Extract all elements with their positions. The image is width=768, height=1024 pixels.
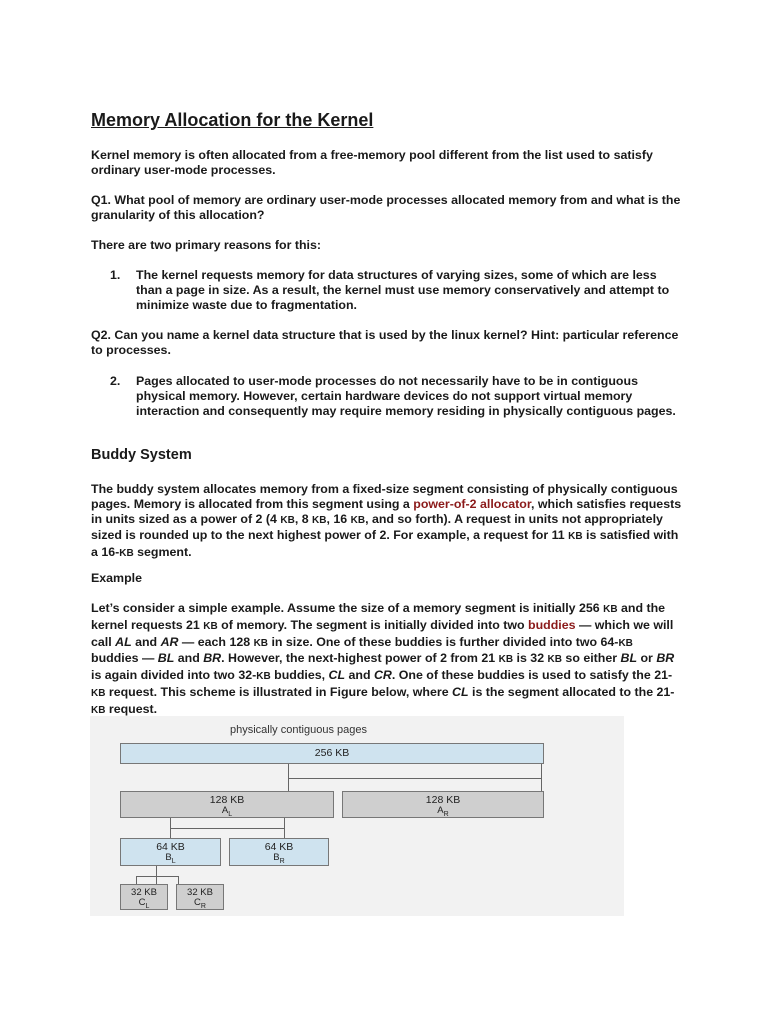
reason-number: 2. xyxy=(110,374,121,388)
connector-line xyxy=(288,764,289,778)
connector-line xyxy=(136,876,178,877)
power-of-2-allocator-link[interactable]: power-of-2 allocator xyxy=(413,496,531,511)
question-2: Q2. Can you name a kernel data structure that is used by the linux kernel? Hint: particular reference to processes. xyxy=(91,328,679,357)
connector-line xyxy=(156,866,157,884)
segment-ar: 128 KB $A_R$ xyxy=(342,791,544,818)
reason-text: Pages allocated to user-mode processes do not necessarily have to be in contiguous physical memory. However, certain hardware devices do not support virtual memory interaction and consequently may require memory residing in physically contiguous pages. xyxy=(136,374,676,418)
buddies-link[interactable]: buddies xyxy=(528,617,576,632)
reason-number: 1. xyxy=(110,268,121,282)
connector-line xyxy=(288,778,289,791)
connector-line xyxy=(170,828,285,829)
connector-line xyxy=(178,876,179,884)
intro-paragraph: Kernel memory is often allocated from a free-memory pool different from the list used to satisfy ordinary user-mode processes. xyxy=(91,148,653,177)
connector-line xyxy=(136,876,137,884)
connector-line xyxy=(288,778,542,779)
segment-256kb: 256 KB xyxy=(120,743,544,764)
reason-item-1 xyxy=(110,268,683,314)
segment-cl: 32 KB $C_L$ xyxy=(120,884,168,910)
segment-bl: 64 KB $B_L$ xyxy=(120,838,221,866)
buddy-paragraph: The buddy system allocates memory from a fixed-size segment consisting of physically contiguous pages. Memory is allocated from this segment using a power-of-2 allocator, which satisfies requests in units sized as a power of 2 (4 KB, 8 KB, 16 KB, and so forth). A request in units not appropriately sized is rounded up to the next highest power of 2. For example, a request for 11 KB is satisfied with a 16-KB segment. xyxy=(91,482,682,560)
segment-br: 64 KB $B_R$ xyxy=(229,838,329,866)
page-title: Memory Allocation for the Kernel xyxy=(91,110,374,130)
example-paragraph: Let’s consider a simple example. Assume the size of a memory segment is initially 256 KB and the kernel requests 21 KB of memory. The segment is initially divided into two buddies — which we will call AL and AR — each 128 KB in size. One of these buddies is further divided into two 64-KB buddies — BL and BR. However, the next-highest power of 2 from 21 KB is 32 KB so either BL or BR is again divided into two 32-KB buddies, CL and CR. One of these buddies is used to satisfy the 21-KB request. This scheme is illustrated in Figure below, where CL is the segment allocated to the 21-KB request. xyxy=(91,601,675,716)
buddy-system-diagram xyxy=(90,716,624,916)
connector-line xyxy=(284,818,285,838)
reasons-intro: There are two primary reasons for this: xyxy=(91,238,321,252)
reason-item-2 xyxy=(110,374,683,434)
segment-al: 128 KB $A_L$ xyxy=(120,791,334,818)
question-1: Q1. What pool of memory are ordinary user-mode processes allocated memory from and what is the granularity of this allocation? xyxy=(91,193,681,222)
buddy-system-heading: Buddy System xyxy=(91,447,192,463)
segment-cr: 32 KB $C_R$ xyxy=(176,884,224,910)
example-heading: Example xyxy=(91,571,142,585)
connector-line xyxy=(541,764,542,791)
reason-text: The kernel requests memory for data structures of varying sizes, some of which are less than a page in size. As a result, the kernel must use memory conservatively and attempt to minimize waste due to fragmentation. xyxy=(136,268,670,312)
diagram-caption: physically contiguous pages xyxy=(230,724,367,736)
